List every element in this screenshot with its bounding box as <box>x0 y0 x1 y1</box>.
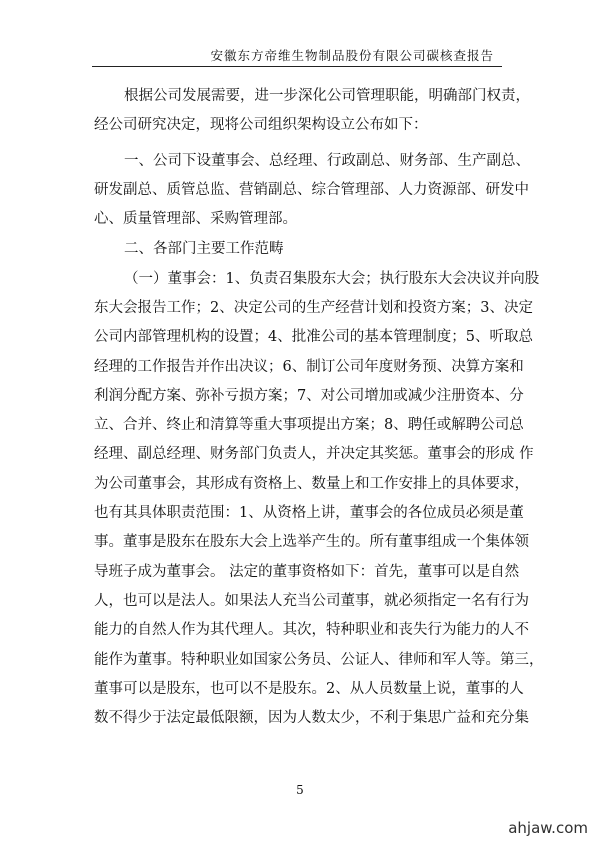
body-line: 人，也可以是法人。如果法人充当公司董事，就必须指定一名有行为 <box>94 593 529 609</box>
site-watermark: ahjaw.com <box>508 819 588 837</box>
section-heading: 二、各部门主要工作范畴 <box>124 241 284 257</box>
body-line: （一）董事会：1、负责召集股东大会；执行股东大会决议并向股 <box>124 271 540 287</box>
body-line: 根据公司发展需要，进一步深化公司管理职能，明确部门权责， <box>124 88 530 104</box>
body-line: 能力的自然人作为其代理人。其次，特种职业和丧失行为能力的人不 <box>94 622 529 638</box>
body-line: 数不得少于法定最低限额，因为人数太少，不利于集思广益和充分集 <box>94 710 529 726</box>
body-line: 东大会报告工作；2、决定公司的生产经营计划和投资方案；3、决定 <box>94 300 533 316</box>
body-line: 经公司研究决定，现将公司组织架构设立公布如下： <box>94 117 428 133</box>
body-line: 也有其具体职责范围：1、从资格上讲，董事会的各位成员必须是董 <box>94 505 524 521</box>
body-line: 能作为董事。特种职业如国家公务员、公证人、律师和军人等。第三， <box>94 652 544 668</box>
body-line: 董事可以是股东，也可以不是股东。2、从人员数量上说，董事的人 <box>94 681 524 697</box>
body-line: 一、公司下设董事会、总经理、行政副总、财务部、生产副总、 <box>124 153 530 169</box>
page-number: 5 <box>296 783 304 797</box>
body-line: 经理的工作报告并作出决议；6、制订公司年度财务预、决算方案和 <box>94 359 524 375</box>
header-divider <box>92 66 502 67</box>
body-line: 导班子成为董事会。 法定的董事资格如下：首先，董事可以是自然 <box>94 564 520 580</box>
body-line: 心、质量管理部、采购管理部。 <box>94 211 297 227</box>
body-line: 公司内部管理机构的设置；4、批准公司的基本管理制度；5、听取总 <box>94 329 533 345</box>
body-line: 事。董事是股东在股东大会上选举产生的。所有董事组成一个集体领 <box>94 534 529 550</box>
report-header-title: 安徽东方帝维生物制品股份有限公司碳核查报告 <box>210 48 494 63</box>
body-line: 立、合并、终止和清算等重大事项提出方案；8、聘任或解聘公司总 <box>94 417 524 433</box>
body-line: 利润分配方案、弥补亏损方案；7、对公司增加或减少注册资本、分 <box>94 388 524 404</box>
body-line: 研发副总、质管总监、营销副总、综合管理部、人力资源部、研发中 <box>94 182 529 198</box>
body-line: 经理、副总经理、财务部门负责人，并决定其奖惩。董事会的形成 作 <box>94 446 534 462</box>
body-line: 为公司董事会，其形成有资格上、数量上和工作安排上的具体要求， <box>94 476 529 492</box>
